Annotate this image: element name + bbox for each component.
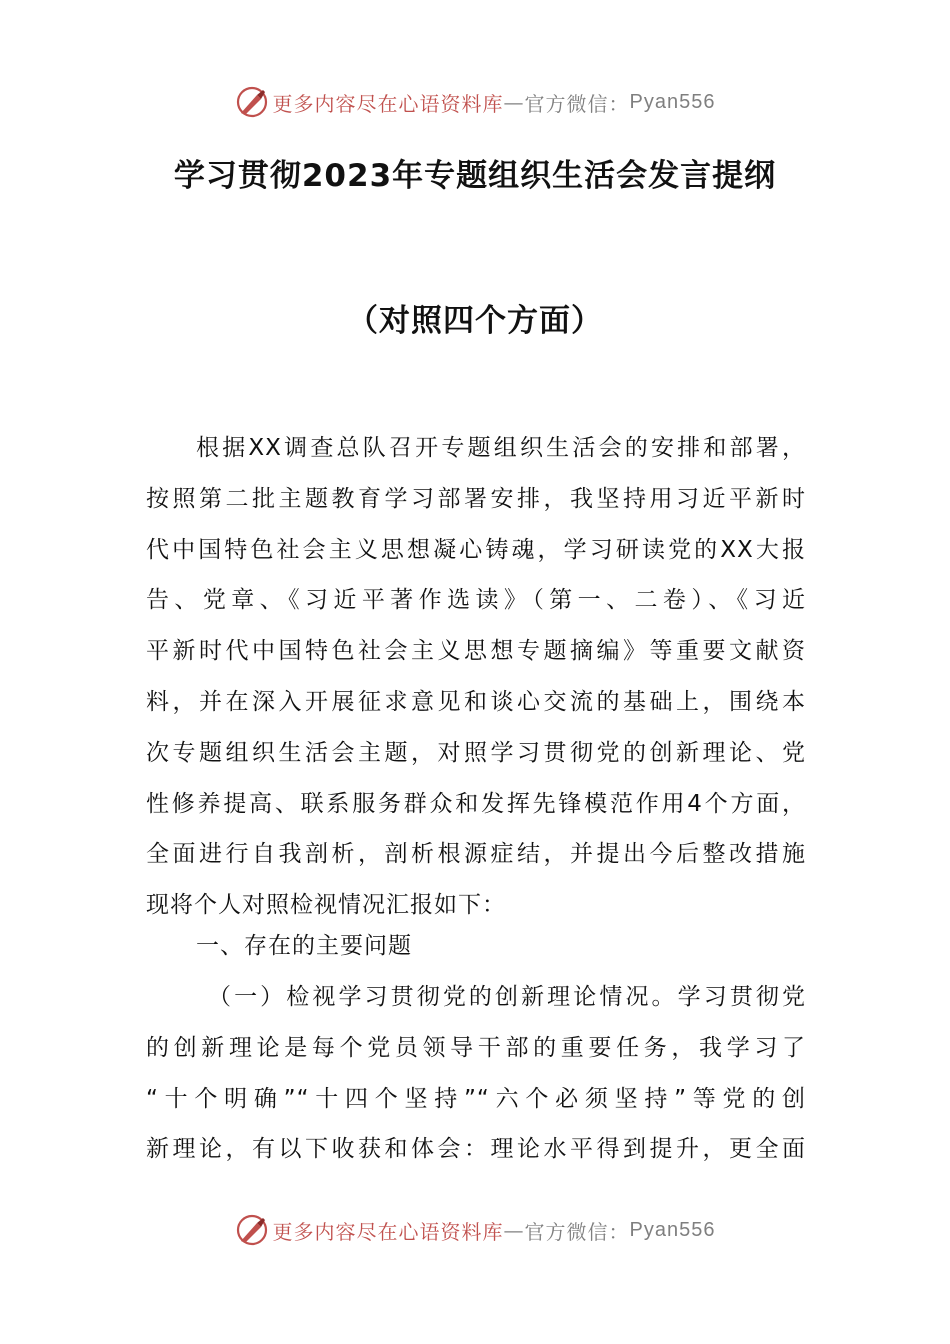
paragraph-line: 告、党章、《习近平著作选读》（第一、二卷）、《习近	[146, 587, 806, 614]
paragraph-line: 次专题组织生活会主题，对照学习贯彻党的创新理论、党	[146, 739, 806, 766]
paragraph-line: 根据XX调查总队召开专题组织生活会的安排和部署，	[196, 435, 806, 461]
watermark-id: Pyan556	[629, 90, 716, 113]
paragraph-line: 料，并在深入开展征求意见和谈心交流的基础上，围绕本	[146, 688, 806, 715]
section-heading	[196, 921, 856, 972]
watermark-text: 更多内容尽在心语资料库	[272, 91, 504, 116]
section-heading-text: 一、存在的主要问题	[196, 933, 412, 959]
watermark-dash: —	[503, 90, 525, 114]
paragraph-line: （一）检视学习贯彻党的创新理论情况。学习贯彻党	[208, 984, 806, 1010]
watermark-label: 官方微信：	[524, 91, 630, 116]
watermark-dash: —	[503, 1218, 525, 1242]
pen-nib-logo-icon	[235, 85, 269, 119]
watermark-label: 官方微信：	[524, 1219, 630, 1244]
watermark-header	[0, 82, 950, 122]
paragraph-line: “十个明确”“十四个坚持”“六个必须坚持”等党的创	[146, 1085, 806, 1112]
body-paragraph-1	[146, 423, 806, 931]
paragraph-line: 代中国特色社会主义思想凝心铸魂，学习研读党的XX大报	[146, 536, 806, 563]
document-title: 学习贯彻2023年专题组织生活会发言提纲	[173, 158, 777, 194]
paragraph-line: 性修养提高、联系服务群众和发挥先锋模范作用4个方面，	[146, 790, 806, 817]
paragraph-line: 全面进行自我剖析，剖析根源症结，并提出今后整改措施	[146, 841, 806, 868]
pen-nib-logo-icon	[235, 1213, 269, 1247]
paragraph-line: 的创新理论是每个党员领导干部的重要任务，我学习了	[146, 1034, 806, 1061]
paragraph-line: 按照第二批主题教育学习部署安排，我坚持用习近平新时	[146, 485, 806, 512]
paragraph-line: 新理论，有以下收获和体会：理论水平得到提升，更全面	[146, 1136, 806, 1163]
watermark-text: 更多内容尽在心语资料库	[272, 1219, 504, 1244]
body-paragraph-2	[146, 972, 806, 1175]
paragraph-line: 平新时代中国特色社会主义思想专题摘编》等重要文献资	[146, 638, 806, 665]
watermark-id: Pyan556	[629, 1218, 716, 1241]
document-subtitle: （对照四个方面）	[347, 303, 603, 339]
paragraph-line: 现将个人对照检视情况汇报如下：	[146, 892, 506, 919]
watermark-footer	[0, 1210, 950, 1250]
